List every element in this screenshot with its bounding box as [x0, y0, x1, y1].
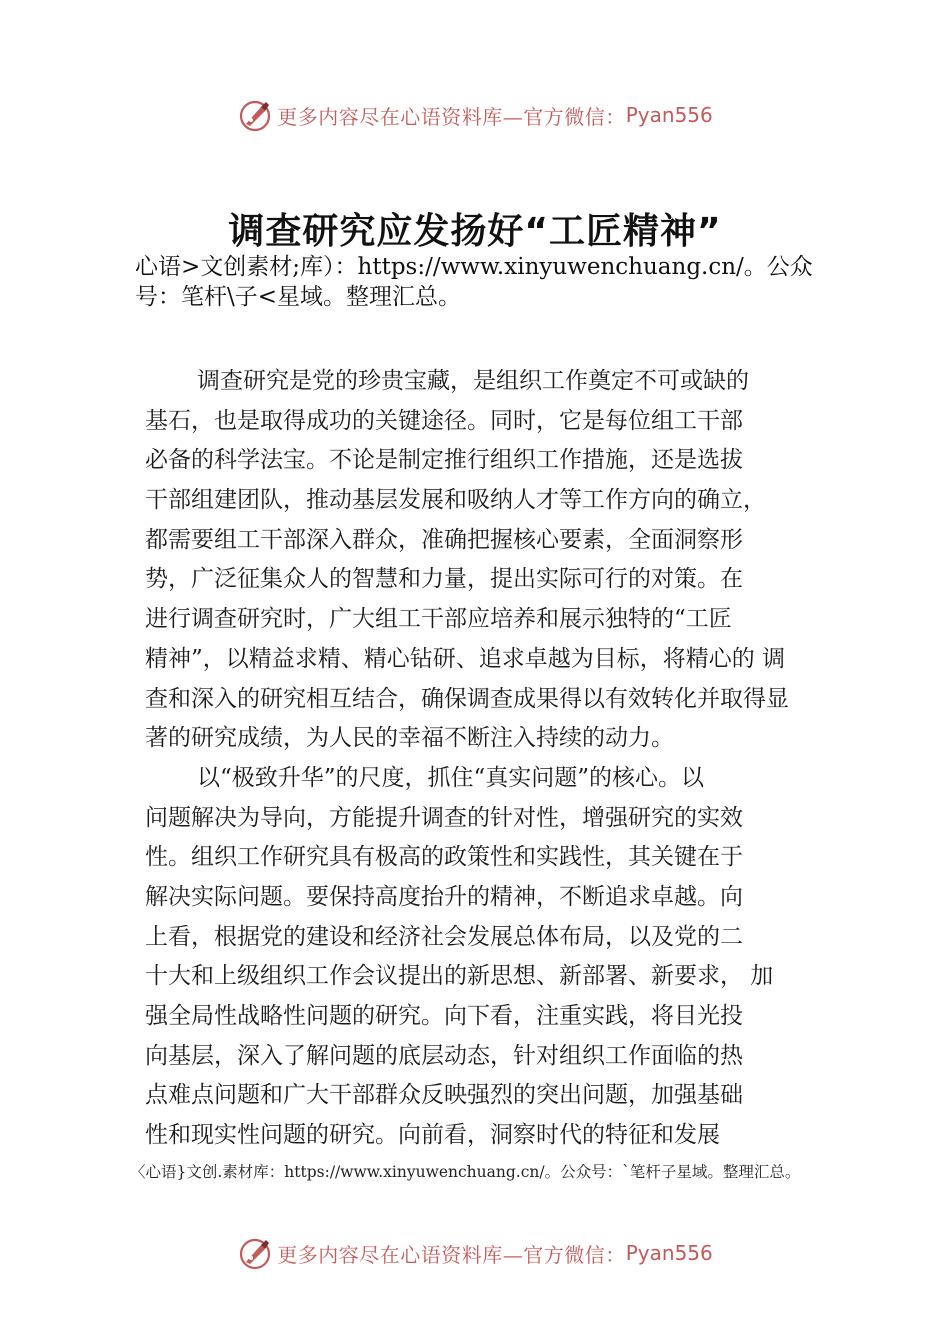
- document-body: [145, 362, 835, 1156]
- footer-note: 〈心语}文创.素材库：https://www.xinyuwenchuang.cn/。公众号：`笔杆子星域。整理汇总。: [130, 1163, 801, 1181]
- document-title: 调查研究应发扬好“工匠精神”: [228, 211, 722, 252]
- header-banner: [0, 95, 950, 135]
- body-line: 向基层，深入了解问题的底层动态，针对组织工作面临的热: [145, 1042, 743, 1069]
- body-line: 必备的科学法宝。不论是制定推行组织工作措施，还是选拔: [145, 447, 743, 474]
- body-line: 强全局性战略性问题的研究。向下看，注重实践，将目光投: [145, 1003, 743, 1029]
- header-banner-text: 更多内容尽在心语资料库—官方微信：: [277, 104, 626, 129]
- body-line: 调查研究是党的珍贵宝藏，是组织工作奠定不可或缺的: [197, 368, 749, 394]
- footer-banner: [0, 1233, 950, 1273]
- body-line: 以“极致升华”的尺度，抓住“真实问题”的核心。以: [197, 764, 705, 791]
- body-line: 都需要组工干部深入群众，准确把握核心要素，全面洞察形: [145, 526, 743, 553]
- header-banner-handle: Pyan556: [625, 103, 713, 127]
- body-line: 干部组建团队，推动基层发展和吸纳人才等工作方向的确立，: [145, 487, 766, 514]
- body-line: 查和深入的研究相互结合，确保调查成果得以有效转化并取得显: [145, 685, 789, 712]
- body-line: 基石，也是取得成功的关键途径。同时，它是每位组工干部: [145, 407, 743, 434]
- body-line: 势，广泛征集众人的智慧和力量，提出实际可行的对策。在: [145, 566, 743, 593]
- body-line: 性。组织工作研究具有极高的政策性和实践性，其关键在于: [145, 844, 743, 871]
- body-line: 精神”，以精益求精、精心钻研、追求卓越为目标，将精心的 调: [145, 645, 786, 672]
- body-line: 上看，根据党的建设和经济社会发展总体布局，以及党的二: [145, 923, 743, 950]
- body-line: 进行调查研究时，广大组工干部应培养和展示独特的“工匠: [145, 606, 732, 633]
- body-line: 著的研究成绩，为人民的幸福不断注入持续的动力。: [145, 725, 674, 752]
- footer-banner-handle: Pyan556: [625, 1241, 713, 1265]
- body-line: 性和现实性问题的研究。向前看，洞察时代的特征和发展: [145, 1122, 720, 1149]
- body-line: 解决实际问题。要保持高度抬升的精神，不断追求卓越。向: [145, 883, 743, 910]
- body-line: 十大和上级组织工作会议提出的新思想、新部署、新要求， 加: [145, 963, 774, 990]
- body-line: 问题解决为导向，方能提升调查的针对性，增强研究的实效: [145, 804, 743, 831]
- footer-banner-text: 更多内容尽在心语资料库—官方微信：: [277, 1242, 626, 1267]
- body-line: 点难点问题和广大干部群众反映强烈的突出问题，加强基础: [145, 1082, 743, 1109]
- pen-nib-logo-icon: [237, 1235, 273, 1271]
- source-line: 心语>文创素材;库）：https://www.xinyuwenchuang.cn/。公众号：笔杆\子<星域。整理汇总。: [135, 254, 813, 310]
- pen-nib-logo-icon: [237, 97, 273, 133]
